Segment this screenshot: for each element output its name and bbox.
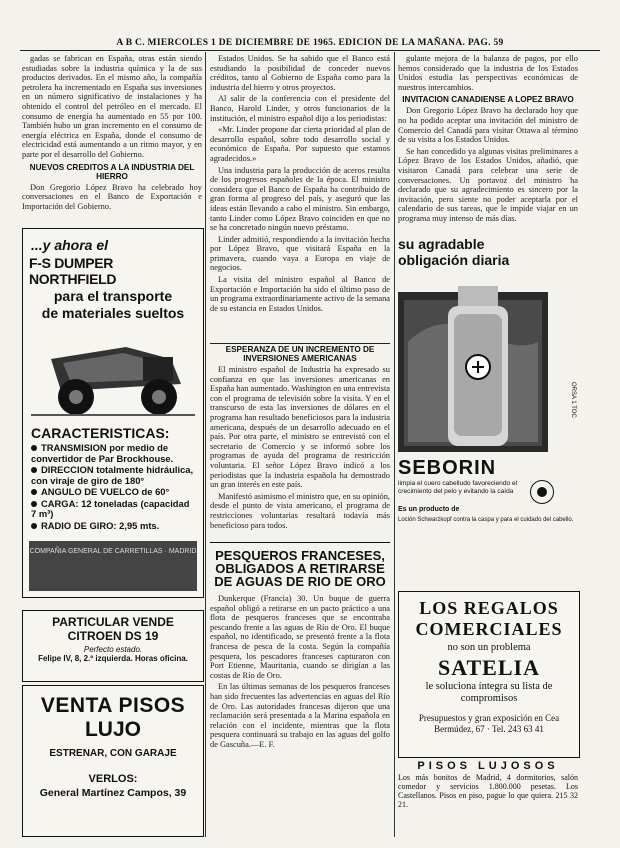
citroen-line4: Felipe IV, 8, 2.º izquierda. Horas oficina. xyxy=(38,654,188,663)
bullet-icon xyxy=(31,501,37,507)
dumper-footer: COMPAÑIA GENERAL DE CARRETILLAS · MADRID xyxy=(29,541,197,591)
page-header: A B C. MIERCOLES 1 DE DICIEMBRE DE 1965. EDICION DE LA MAÑANA. PAG. 59 xyxy=(20,38,600,51)
col2-paragraph: Linder admitió, respondiendo a la invitación hecha por López Bravo, que visitará España en la primavera, cuando vaya a Europa en viaje de negocios. xyxy=(210,234,390,273)
bullet-icon xyxy=(31,523,37,529)
pesqueros-paragraph: Dunkerque (Francia) 30. Un buque de guerra español obligó a retirarse en un pacto práctico a una flota de pesqueros franceses que se encontraba pescando frente a las aguas de Río de Oro. El buque español, no identificado, se presentó frente a la flota francesa de pesca de la costa. Según la compañía pesquera, los pescadores franceses capturaron con Port Etienne, Mauritania, cuando se dirigían a las costas de Río de Oro. xyxy=(210,594,390,680)
dumper-feature: ANGULO DE VUELCO de 60° xyxy=(31,487,197,498)
col2-paragraph: El ministro español de Industria ha expresado su confianza en que las inversiones americanas en España han aumentado. Washington en una entrevista con el programa de televisión sobre la visita. Y en el transcurso de esta las inversiones de dólares en el programa han resultado beneficiosos para la industria americana, después de un desarrollo adecuado en el país. Por otra parte, el ministro se entrevistó con el secretario de Comercio y se informó sobre los programas de ayuda del programa de restricción voluntaria. El señor López Bravo indicó a los periodistas que la industria española ha demostrado un gran interés en este país. xyxy=(210,365,390,490)
regalos-line5: le soluciona íntegra su lista de compromisos xyxy=(425,681,553,704)
pesqueros-headline: PESQUEROS FRANCESES, OBLIGADOS A RETIRARSE DE AGUAS DE RIO DE ORO xyxy=(214,548,386,589)
venta-line3: ESTRENAR, CON GARAJE xyxy=(49,748,177,759)
dumper-feature: RADIO DE GIRO: 2,95 mts. xyxy=(31,521,197,532)
col3-article xyxy=(398,54,578,232)
col3-paragraph: Don Gregorio López Bravo ha declarado hoy que no ha podido aceptar una invitación del ministro de Comercio del Canadá para visitar Ottawa al término de su visita a los Estados Unidos. xyxy=(398,106,578,145)
col3-paragraph: Se han concedido ya algunas visitas preliminares a López Bravo de los Estados Unidos, añadió, que visitaron Canadá para celebrar una serie de conversaciones. Un portavoz del ministro ha declarado que su agradecimiento es sincero por la invitación, pero siente no poder aceptarla por el calendario de sus tareas, que le impide viajar en un programa muy intenso de más días. xyxy=(398,146,578,223)
pisos-lujosos-ad xyxy=(398,760,578,835)
col1-article xyxy=(22,54,202,224)
col2-paragraph: Manifestó asimismo el ministro que, en su opinión, desde el punto de vista americano, el programa de restricciones voluntarias resultará todavía más beneficioso para todos. xyxy=(210,491,390,530)
col1-subhead: NUEVOS CREDITOS A LA INDUSTRIA DEL HIERRO xyxy=(29,162,195,181)
dumper-advertisement xyxy=(22,228,204,598)
venta-line1: VENTA PISOS xyxy=(40,694,186,717)
regalos-line2: COMERCIALES xyxy=(415,619,563,639)
venta-line5: General Martínez Campos, 39 xyxy=(39,787,187,799)
seborin-small1: limpia el cuero cabelludo favoreciendo el crecimiento del pelo y evitando la caída xyxy=(398,480,518,495)
dumper-line4: de materiales sueltos xyxy=(41,305,185,321)
regalos-line6: Presupuestos y gran exposición en Cea Bermúdez, 67 · Tel. 243 63 41 xyxy=(418,713,560,734)
dumper-line3: para el transporte xyxy=(53,288,173,304)
satelia-advertisement xyxy=(398,591,580,758)
dumper-truck-illustration xyxy=(31,329,195,419)
dumper-feature: DIRECCION totalmente hidráulica, con viraje de giro de 180° xyxy=(31,464,194,486)
bullet-icon xyxy=(31,445,37,451)
column-rule-2 xyxy=(394,52,395,837)
col1-text: gadas se fabrican en España, otras están siendo estudiadas sobre la industria química y la de sus productos derivados. En el mismo año, la compañía petrolera ha incrementado en España sus inversiones en un número significativo de instalaciones y ha obtenido el control del petróleo en el mercado. El consumo de energía ha aumentado en 55 por 100. También hubo un gran incremento en el consumo de energía eléctrica en España, donde el consumo de electricidad está aumentando a un ritmo mayor, y en parte por el desarrollo del Gobierno. xyxy=(22,54,202,159)
col2-paragraph: «Mr. Linder propone dar cierta prioridad al plan de desarrollo español, sobre todo desarrollo social y económico de España. Por supuesto que estamos agradecidos.» xyxy=(210,125,390,163)
col3-paragraph: gulante mejora de la balanza de pagos, por ello hemos considerado que la industria de los Estados Unidos estudia las perspectivas económicas de nuestros intercambios. xyxy=(398,54,578,92)
col2-subhead: ESPERANZA DE UN INCREMENTO DE INVERSIONES AMERICANAS xyxy=(225,345,375,363)
schwarzkopf-logo-icon xyxy=(530,480,554,504)
pesqueros-article xyxy=(210,542,390,842)
col1-subtext: Don Gregorio López Bravo ha celebrado hoy conversaciones en el Banco de Exportación e Importación del Gobierno. xyxy=(22,182,202,211)
regalos-line3: no son un problema xyxy=(447,642,531,653)
seborin-small3: Loción Schwarzkopf contra la caspa y para el cuidado del cabello. xyxy=(398,517,574,523)
seborin-side-text: ORSA 1 TOC xyxy=(570,382,576,418)
citroen-advertisement xyxy=(22,610,204,682)
col2-paragraph: Al salir de la conferencia con el presidente del Banco, Harold Linder, y otros funcionarios de la institución, el ministro español dijo a los periodistas: xyxy=(210,94,390,123)
citroen-line3: Perfecto estado. xyxy=(83,645,143,654)
venta-pisos-advertisement xyxy=(22,685,204,837)
col3-subhead: INVITACION CANADIENSE A LOPEZ BRAVO xyxy=(402,95,574,105)
dumper-features-title: CARACTERISTICAS: xyxy=(31,425,170,441)
seborin-small-block xyxy=(398,480,578,504)
citroen-line2: CITROEN DS 19 xyxy=(67,629,159,643)
col2-paragraph: Estados Unidos. Se ha sabido que el Banco está estudiando la posibilidad de conceder nuevos créditos, tanto al Gobierno de España como para la industria del hierro y otros proyectos. xyxy=(210,54,390,92)
dumper-feature: TRANSMISION por medio de convertidor de Par Brockhouse. xyxy=(31,442,174,464)
dumper-line1: ...y ahora el xyxy=(31,237,109,253)
bullet-icon xyxy=(31,467,37,473)
seborin-line1: su agradable xyxy=(398,236,485,252)
seborin-brand: SEBORIN xyxy=(398,457,497,479)
regalos-line4: SATELIA xyxy=(438,655,540,680)
column-rule-1 xyxy=(205,52,206,837)
seborin-advertisement xyxy=(398,236,578,588)
venta-line2: LUJO xyxy=(84,718,141,741)
regalos-line1: LOS REGALOS xyxy=(419,598,559,618)
venta-line4: VERLOS: xyxy=(88,773,138,785)
col2-paragraph: La visita del ministro español al Banco de Exportación e Importación ha sido el último paso de un programa extraordinariamente activo de la semana de su estancia en Estados Unidos. xyxy=(210,275,390,313)
seborin-line2: obligación diaria xyxy=(398,252,510,268)
pisos-title: PISOS LUJOSOS xyxy=(417,760,559,772)
seborin-small2: Es un producto de xyxy=(398,506,460,513)
dumper-line2: F-S DUMPER NORTHFIELD xyxy=(29,255,117,287)
col2-article xyxy=(210,54,390,337)
pisos-body: Los más bonitos de Madrid, 4 dormitorios, salón comedor y servicios 1.800.000 pesetas. Los Castellanos. Pisos en piso, pague lo que quiera. 215 32 21. xyxy=(398,773,578,809)
citroen-line1: PARTICULAR VENDE xyxy=(52,615,174,629)
bullet-icon xyxy=(31,489,37,495)
seborin-bottle-illustration xyxy=(398,272,578,457)
col2-paragraph: Una industria para la producción de aceros resulta de los progresos españoles de la época. El ministro considera que el Banco de España ha contribuido de gran forma al progreso del país, y aseguró que las ideas están llevando a cabo el ministro. Sin embargo, tanto Linder como López Bravo coinciden en que no se ha concretado ningún nuevo préstamo. xyxy=(210,165,390,233)
pesqueros-paragraph: En las últimas semanas de los pesqueros franceses han sido frecuentes las advertencias en aguas del Río de Oro. Las autoridades francesas dijeron que una reclamación será presentada a la Marina española en relación con el incidente, mientras que la flota pesquera continuará su trabajo en las aguas del golfo de Gascuña.—E. F. xyxy=(210,682,390,749)
dumper-feature: CARGA: 12 toneladas (capacidad 7 m³) xyxy=(31,497,190,519)
